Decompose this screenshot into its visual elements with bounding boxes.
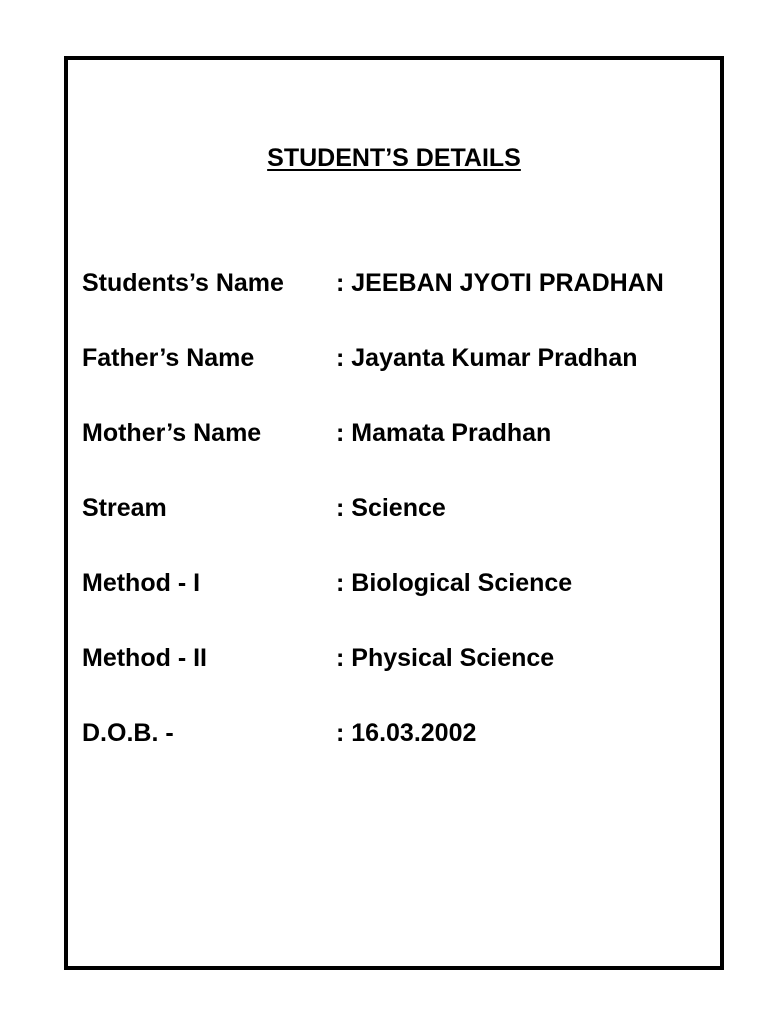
field-label-dob: D.O.B. - (82, 719, 174, 747)
field-label-method-1: Method - I (82, 569, 201, 597)
field-label-stream: Stream (82, 494, 167, 522)
page-border-frame (64, 56, 724, 970)
field-value-student-name: : JEEBAN JYOTI PRADHAN (336, 269, 664, 297)
field-value-dob: : 16.03.2002 (336, 719, 477, 747)
page-title (68, 142, 720, 174)
field-value-method-2: : Physical Science (336, 644, 555, 672)
field-value-method-1: : Biological Science (336, 569, 573, 597)
field-label-father-name: Father’s Name (82, 344, 255, 372)
field-label-method-2: Method - II (82, 644, 207, 672)
field-label-mother-name: Mother’s Name (82, 419, 262, 447)
field-value-mother-name: : Mamata Pradhan (336, 419, 552, 447)
field-value-stream: : Science (336, 494, 446, 522)
field-value-father-name: : Jayanta Kumar Pradhan (336, 344, 638, 372)
field-label-student-name: Students’s Name (82, 269, 284, 297)
page-title-text: STUDENT’S DETAILS (267, 144, 521, 172)
